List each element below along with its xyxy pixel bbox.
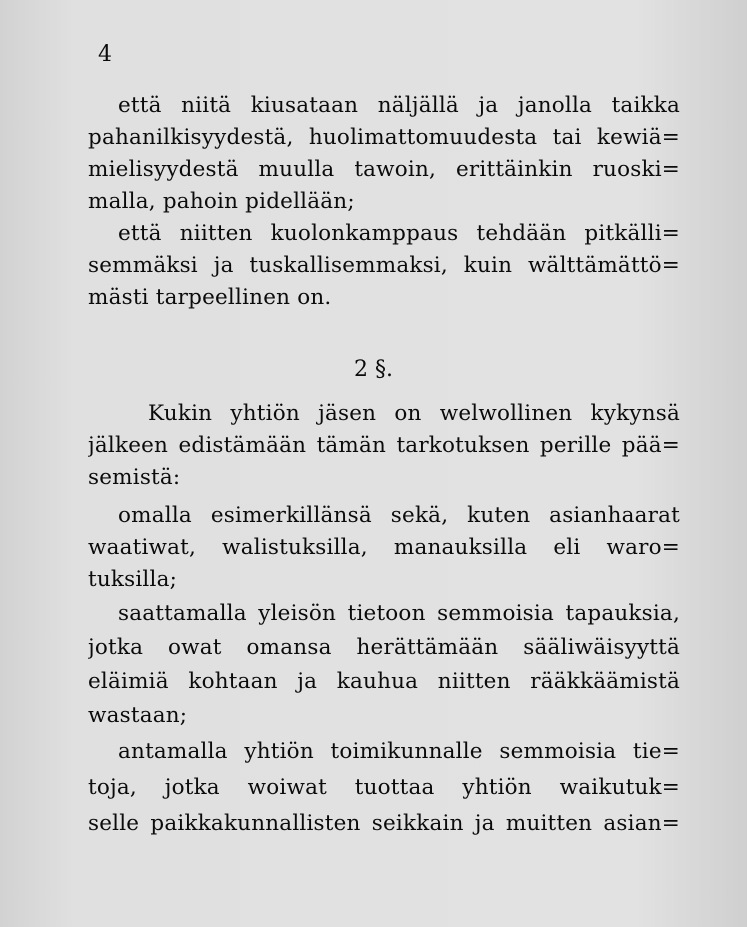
text-line: Kukin yhtiön jäsen on welwollinen kykynsä (148, 401, 680, 426)
text-line: saattamalla yleisön tietoon semmoisia tapauksia, (118, 601, 680, 626)
section-heading: 2 §. (354, 357, 393, 382)
text-line: jotka owat omansa herättämään sääliwäisyyttä (88, 635, 680, 660)
text-line: pahanilkisyydestä, huolimattomuudesta tai kewiä= (88, 125, 680, 150)
text-line: mielisyydestä muulla tawoin, erittäinkin ruoski= (88, 157, 680, 182)
text-line: malla, pahoin pidellään; (88, 189, 355, 214)
text-line: antamalla yhtiön toimikunnalle semmoisia tie= (118, 739, 680, 764)
text-line: semmäksi ja tuskallisemmaksi, kuin wälttämättö= (88, 253, 680, 278)
text-line: tuksilla; (88, 567, 178, 592)
text-line: jälkeen edistämään tämän tarkotuksen perille pää= (88, 433, 680, 458)
text-line: waatiwat, walistuksilla, manauksilla eli waro= (88, 535, 680, 560)
text-line: että niitten kuolonkamppaus tehdään pitkälli= (118, 221, 680, 246)
text-line: toja, jotka woiwat tuottaa yhtiön waikutuk= (88, 775, 680, 800)
text-line: eläimiä kohtaan ja kauhua niitten rääkkäämistä (88, 669, 680, 694)
text-line: mästi tarpeellinen on. (88, 285, 332, 310)
text-line: wastaan; (88, 703, 188, 728)
page-number: 4 (98, 42, 112, 67)
text-line: semistä: (88, 465, 181, 490)
text-line: selle paikkakunnallisten seikkain ja muitten asian= (88, 811, 680, 836)
text-line: omalla esimerkillänsä sekä, kuten asianhaarat (118, 503, 680, 528)
text-line: että niitä kiusataan näljällä ja janolla taikka (118, 93, 680, 118)
